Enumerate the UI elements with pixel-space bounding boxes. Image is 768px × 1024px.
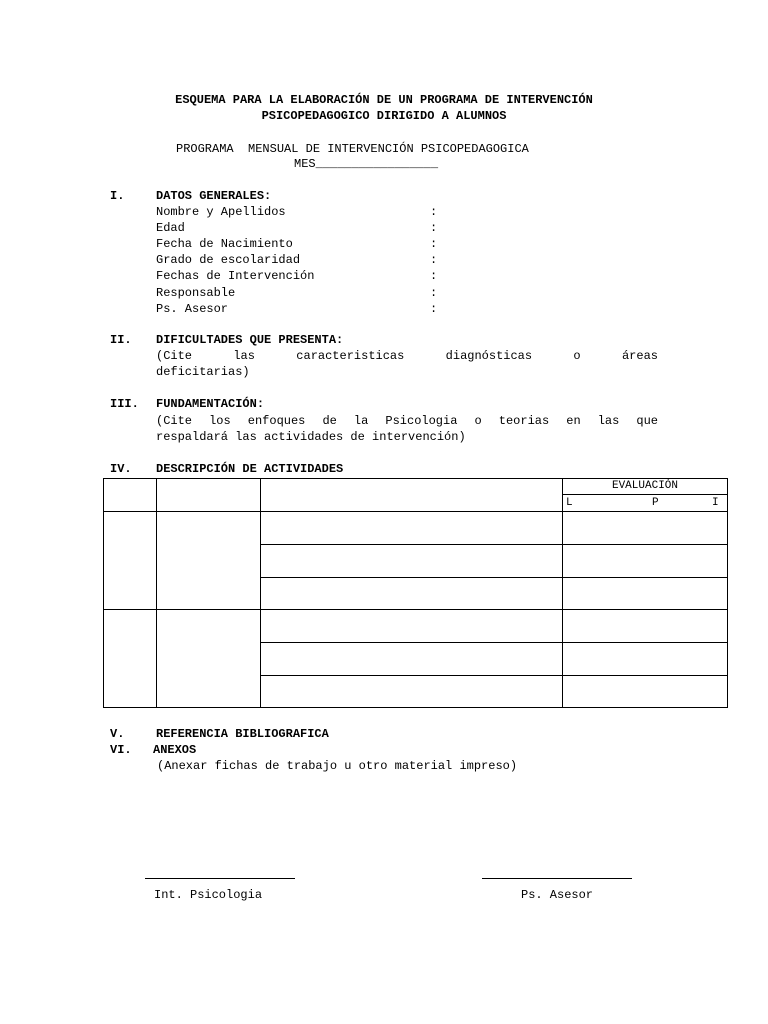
table-cell — [261, 512, 563, 545]
section5-title: REFERENCIA BIBLIOGRAFICA — [156, 727, 329, 741]
section3-title: FUNDAMENTACIÓN: — [156, 397, 265, 411]
table-cell — [563, 512, 728, 545]
section6-title: ANEXOS — [153, 743, 197, 757]
activities-table — [103, 478, 728, 708]
table-cell — [157, 512, 261, 610]
evaluation-label: EVALUACIÓN — [563, 479, 727, 495]
field-label-fechas-intervencion: Fechas de Intervención — [156, 269, 315, 283]
table-cell — [104, 610, 157, 708]
document-title-line1: ESQUEMA PARA LA ELABORACIÓN DE UN PROGRAMA DE INTERVENCIÓN — [175, 93, 593, 107]
table-cell — [261, 545, 563, 578]
field-colon: : — [430, 269, 438, 283]
table-cell — [563, 610, 728, 643]
field-colon: : — [430, 205, 438, 219]
section5-number: V. — [110, 727, 125, 741]
table-cell — [563, 545, 728, 578]
month-field: MES_________________ — [294, 157, 439, 171]
field-colon: : — [430, 286, 438, 300]
section2-description-cont: deficitarias) — [156, 365, 250, 379]
table-cell — [261, 676, 563, 708]
field-colon: : — [430, 237, 438, 251]
signature-label-right: Ps. Asesor — [521, 888, 594, 902]
signature-line-right — [482, 878, 632, 879]
table-cell — [563, 578, 728, 610]
section1-number: I. — [110, 189, 125, 203]
program-subtitle: PROGRAMA MENSUAL DE INTERVENCIÓN PSICOPEDAGOGICA — [176, 142, 529, 156]
eval-col-l: L — [566, 497, 573, 509]
field-label-fecha-nacimiento: Fecha de Nacimiento — [156, 237, 293, 251]
table-cell — [563, 643, 728, 676]
table-cell — [261, 578, 563, 610]
table-cell — [261, 643, 563, 676]
section3-description: (Cite los enfoques de la Psicologia o teorias en las que — [156, 414, 658, 428]
field-colon: : — [430, 302, 438, 316]
eval-col-i: I — [712, 497, 719, 509]
header-cell-2 — [157, 479, 261, 512]
field-label-nombre: Nombre y Apellidos — [156, 205, 286, 219]
section4-number: IV. — [110, 462, 132, 476]
signature-label-left: Int. Psicologia — [154, 888, 263, 902]
field-label-grado: Grado de escolaridad — [156, 253, 301, 267]
section1-title: DATOS GENERALES: — [156, 189, 272, 203]
section6-number: VI. — [110, 743, 132, 757]
section3-number: III. — [110, 397, 139, 411]
section2-title: DIFICULTADES QUE PRESENTA: — [156, 333, 344, 347]
eval-col-p: P — [652, 497, 659, 509]
section4-title: DESCRIPCIÓN DE ACTIVIDADES — [156, 462, 344, 476]
document-title-line2: PSICOPEDAGOGICO DIRIGIDO A ALUMNOS — [261, 109, 507, 123]
table-cell — [104, 512, 157, 610]
section2-description: (Cite las caracteristicas diagnósticas o áreas — [156, 349, 658, 363]
field-label-ps-asesor: Ps. Asesor — [156, 302, 229, 316]
evaluation-header-cell — [563, 479, 728, 512]
header-cell-1 — [104, 479, 157, 512]
field-label-edad: Edad — [156, 221, 185, 235]
section6-note: (Anexar fichas de trabajo u otro material impreso) — [157, 759, 518, 773]
field-colon: : — [430, 221, 438, 235]
table-cell — [563, 676, 728, 708]
section3-description-cont: respaldará las actividades de intervención) — [156, 430, 466, 444]
header-cell-3 — [261, 479, 563, 512]
evaluation-columns — [563, 495, 727, 511]
signature-line-left — [145, 878, 295, 879]
field-colon: : — [430, 253, 438, 267]
field-label-responsable: Responsable — [156, 286, 236, 300]
section2-number: II. — [110, 333, 132, 347]
table-cell — [157, 610, 261, 708]
table-cell — [261, 610, 563, 643]
